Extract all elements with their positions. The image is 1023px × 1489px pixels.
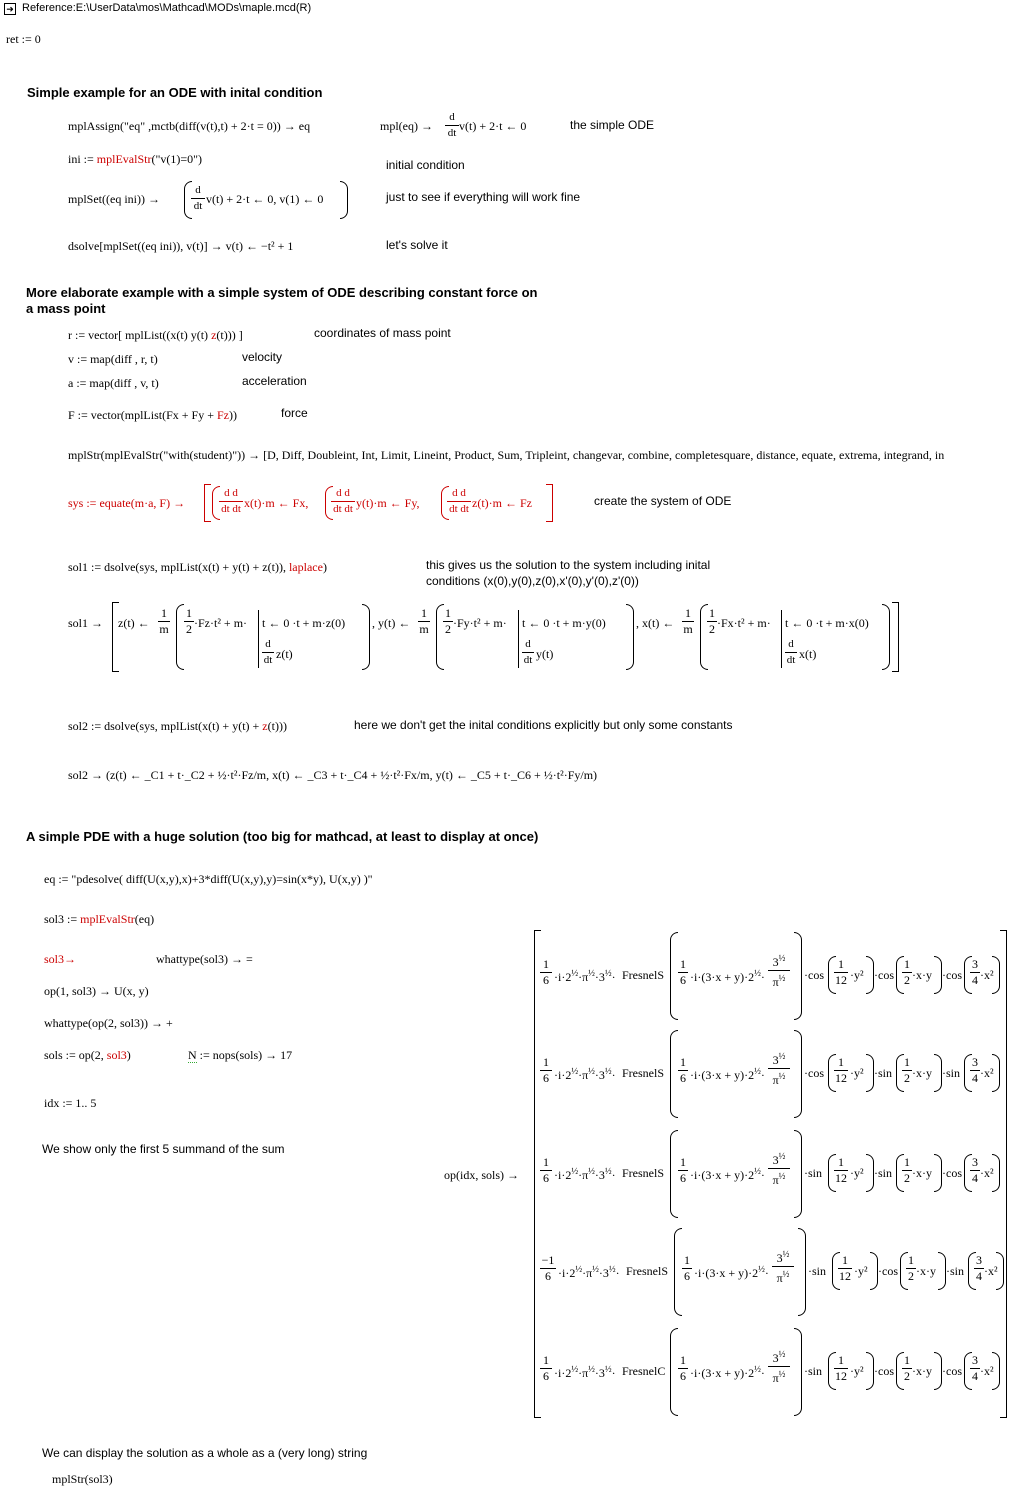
eval-bar: [518, 610, 519, 668]
y-squared: ·y²: [850, 968, 864, 982]
one-over-m: 1 m: [683, 606, 693, 636]
sqrt3-over-sqrtpi: $3^{\frac{1}{2}}$ $\pi^{\frac{1}{2}}$: [772, 1248, 794, 1285]
factor3: ·sin: [942, 1066, 961, 1080]
one-over-m: 1 m: [419, 606, 429, 636]
factor3: ·cos: [942, 1166, 962, 1180]
one-half: 1 2: [904, 957, 910, 987]
one-sixth: 1 6: [680, 1055, 686, 1085]
fresnel-arg: $\cdot i\cdot(3\cdot x + y)\cdot 2^{\frac{1}{2}}\cdot$: [690, 1166, 765, 1182]
mpl-eq-expr[interactable]: [380, 119, 433, 134]
paren-right: [934, 956, 942, 994]
dsolve-expr[interactable]: dsolve[mplSet((eq ini)), v(t)] → v(t) ← −t² + 1: [68, 239, 294, 253]
paren-right: [992, 1352, 1000, 1390]
d-dt-fraction: d dt: [263, 638, 273, 666]
reference-bar: [0, 0, 1023, 18]
paren-right: [794, 1328, 802, 1416]
x-squared: ·x²: [980, 968, 994, 982]
sol1-y-inner: ·Fy·t² + m·: [453, 616, 507, 630]
x-squared: ·x²: [980, 1066, 994, 1080]
paren-right: [934, 1154, 942, 1192]
comment-work-fine: just to see if everything will work fine: [386, 190, 581, 204]
sign-fraction: 1 6: [540, 1156, 552, 1185]
whattype2-expr[interactable]: whattype(op(2, sol3)) → +: [44, 1016, 173, 1030]
section3-heading: A simple PDE with a huge solution (too big for mathcad, at least to display at once): [26, 829, 539, 844]
one-twelfth: 1 12: [839, 1253, 851, 1283]
eval-bar: [781, 610, 782, 668]
sol1-x-cond: t ← 0 ·t + m·x(0): [785, 616, 869, 630]
factor2: ·sin: [874, 1066, 893, 1080]
one-sixth: 1 6: [680, 1353, 686, 1383]
one-over-m: 1 m: [159, 606, 169, 636]
dd-dtdt-fraction: d d dt dt: [447, 487, 471, 516]
x-squared: ·x²: [984, 1264, 998, 1278]
one-sixth: 1 6: [680, 1155, 686, 1185]
d-dt-fraction: d dt: [191, 184, 205, 213]
sol1-assignment[interactable]: [68, 560, 327, 575]
paren-right: [794, 1130, 802, 1218]
y-squared: ·y²: [850, 1364, 864, 1378]
mplstr-sol3[interactable]: mplStr(sol3): [52, 1472, 113, 1486]
fresnel-arg: $\cdot i\cdot(3\cdot x + y)\cdot 2^{\frac{1}{2}}\cdot$: [690, 1066, 765, 1082]
r-rhs: (t))) ]: [216, 328, 243, 342]
sys-term3: z(t)·m ← Fz: [472, 496, 532, 510]
F-lhs: F := vector(mplList(Fx + Fy +: [68, 408, 217, 422]
op1-expr[interactable]: op(1, sol3) → U(x, y): [44, 984, 149, 998]
sol2-assignment[interactable]: [68, 719, 287, 734]
sol1-result-label[interactable]: sol1 →: [68, 616, 104, 630]
comment-sol1-line1: this gives us the solution to the system including inital: [426, 558, 711, 572]
mplassign-expr[interactable]: mplAssign("eq" ,mctb(diff(v(t),t) + 2·t = 0)) → eq: [68, 119, 311, 133]
x-y: ·x·y: [912, 1166, 932, 1180]
op-idx-label[interactable]: op(idx, sols) →: [444, 1168, 519, 1182]
x-y: ·x·y: [912, 1364, 932, 1378]
sol2-red-z: z: [262, 719, 268, 733]
sol1-z-inner: ·Fz·t² + m·: [194, 616, 248, 630]
factor3: ·sin: [946, 1264, 965, 1278]
y-squared: ·y²: [854, 1264, 868, 1278]
fresnel-fn: FresnelS: [622, 1066, 664, 1080]
dd-dtdt-fraction: d d dt dt: [331, 487, 355, 516]
row-prefix: $\cdot i\cdot 2^{\frac{1}{2}}\cdot\pi^{\frac{1}{2}}\cdot 3^{\frac{1}{2}}\cdot$: [554, 968, 616, 984]
paren-left: [670, 932, 678, 1020]
sign-fraction: 1 6: [540, 958, 552, 987]
F-rhs: )): [228, 408, 237, 422]
idx-assignment[interactable]: idx := 1.. 5: [44, 1096, 97, 1110]
three-quarters: 3 4: [972, 1155, 978, 1185]
paren-left: [176, 604, 184, 670]
one-sixth: 1 6: [680, 957, 686, 987]
sols-assignment[interactable]: [44, 1048, 131, 1063]
section2-heading-line1: More elaborate example with a simple system of ODE describing constant force on: [26, 285, 538, 300]
one-half: 1 2: [904, 1055, 910, 1085]
paren-left: [674, 1228, 682, 1316]
y-squared: ·y²: [850, 1066, 864, 1080]
sqrt3-over-sqrtpi: $3^{\frac{1}{2}}$ $\pi^{\frac{1}{2}}$: [768, 1050, 790, 1087]
comment-acceleration: acceleration: [242, 374, 307, 388]
comment-create-system: create the system of ODE: [594, 494, 732, 508]
d-dt-fraction: d dt: [786, 638, 796, 666]
paren-right: [794, 1030, 802, 1118]
factor1: ·sin: [804, 1364, 823, 1378]
fresnel-arg: $\cdot i\cdot(3\cdot x + y)\cdot 2^{\frac{1}{2}}\cdot$: [690, 968, 765, 984]
sol3-rhs: (eq): [134, 912, 155, 926]
bracket-right: [1000, 930, 1007, 1418]
sqrt3-over-sqrtpi: $3^{\frac{1}{2}}$ $\pi^{\frac{1}{2}}$: [768, 1348, 790, 1385]
comment-lets-solve: let's solve it: [386, 238, 448, 252]
fresnel-arg: $\cdot i\cdot(3\cdot x + y)\cdot 2^{\frac{1}{2}}\cdot$: [690, 1364, 765, 1380]
factor3: ·cos: [942, 968, 962, 982]
bracket-left: [204, 484, 211, 522]
comment-sol2: here we don't get the inital conditions explicitly but only some constants: [354, 718, 733, 732]
x-squared: ·x²: [980, 1166, 994, 1180]
N-rhs: := nops(sols) → 17: [196, 1048, 293, 1062]
sols-lhs: sols := op(2,: [44, 1048, 107, 1062]
sol2-result[interactable]: sol2 → (z(t) ← _C1 + t·_C2 + ½·t²·Fz/m, x(t) ← _C3 + t·_C4 + ½·t²·Fx/m, y(t) ← _C5 + t·_C6 + ½·t²·Fy/m): [68, 768, 598, 782]
comment-force: force: [281, 406, 308, 420]
sys-term2: y(t)·m ← Fy,: [356, 496, 420, 510]
sol1-z-deriv: z(t): [276, 647, 293, 661]
sys-term1: x(t)·m ← Fx,: [244, 496, 309, 510]
comment-simple-ode: the simple ODE: [570, 118, 655, 132]
one-half: 1 2: [709, 606, 715, 636]
x-squared: ·x²: [980, 1364, 994, 1378]
paren-right: [996, 1252, 1004, 1290]
r-red-z: z: [211, 328, 217, 342]
paren-right: [794, 932, 802, 1020]
sqrt3-over-sqrtpi: $3^{\frac{1}{2}}$ $\pi^{\frac{1}{2}}$: [768, 952, 790, 989]
factor1: ·cos: [804, 968, 824, 982]
N-variable: N: [188, 1048, 197, 1062]
factor3: ·cos: [942, 1364, 962, 1378]
d-dt-fraction: d dt: [523, 638, 533, 666]
ini-lhs: ini :=: [68, 152, 97, 166]
factor2: ·cos: [878, 1264, 898, 1278]
sol1-x-deriv: x(t): [799, 647, 817, 661]
F-assignment[interactable]: [68, 408, 237, 423]
mpl-eq-result: v(t) + 2·t ← 0: [459, 119, 527, 133]
fresnel-fn: FresnelC: [622, 1364, 666, 1378]
paren-right: [938, 1252, 946, 1290]
arrow-right-icon[interactable]: ➜: [4, 3, 16, 15]
mplset-expr[interactable]: mplSet((eq ini)) →: [68, 192, 160, 206]
x-y: ·x·y: [912, 1066, 932, 1080]
sols-red-sol3: sol3: [106, 1048, 127, 1062]
paren-right: [882, 604, 890, 670]
paren-right: [626, 604, 634, 670]
factor1: ·sin: [808, 1264, 827, 1278]
sol1-y-lhs: , y(t) ←: [372, 616, 411, 630]
sol3-eval[interactable]: sol3→: [44, 952, 77, 966]
y-squared: ·y²: [850, 1166, 864, 1180]
d-dt-fraction: d dt: [445, 111, 459, 140]
ini-assignment[interactable]: [68, 152, 202, 167]
paren-right: [934, 1352, 942, 1390]
sol2-lhs: sol2 := dsolve(sys, mplList(x(t) + y(t) +: [68, 719, 263, 733]
three-quarters: 3 4: [972, 1055, 978, 1085]
x-y: ·x·y: [912, 968, 932, 982]
sol1-z-cond: t ← 0 ·t + m·z(0): [262, 616, 346, 630]
one-half: 1 2: [904, 1353, 910, 1383]
one-twelfth: 1 12: [835, 1353, 847, 1383]
paren-right: [866, 1154, 874, 1192]
one-half: 1 2: [904, 1155, 910, 1185]
sol3-assignment[interactable]: [44, 912, 154, 927]
sign-fraction: 1 6: [540, 1056, 552, 1085]
comment-velocity: velocity: [242, 350, 283, 364]
one-sixth: 1 6: [684, 1253, 690, 1283]
three-quarters: 3 4: [976, 1253, 982, 1283]
paren-right: [362, 604, 370, 670]
sol1-x-lhs: , x(t) ←: [636, 616, 675, 630]
comment-initial-condition: initial condition: [386, 158, 465, 172]
sols-rhs: ): [126, 1048, 131, 1062]
whole-string-text: We can display the solution as a whole as a (very long) string: [42, 1446, 368, 1460]
paren-right: [866, 1352, 874, 1390]
comment-coordinates: coordinates of mass point: [314, 326, 451, 340]
paren-right: [992, 1154, 1000, 1192]
whattype-expr[interactable]: whattype(sol3) → =: [156, 952, 253, 966]
one-half: 1 2: [445, 606, 451, 636]
N-assignment[interactable]: [188, 1048, 292, 1063]
paren-right: [340, 181, 348, 219]
ret-assignment[interactable]: ret := 0: [6, 32, 41, 46]
one-twelfth: 1 12: [835, 957, 847, 987]
laplace-keyword: laplace: [288, 560, 323, 574]
paren-left: [670, 1030, 678, 1118]
show-first-5-text: We show only the first 5 summand of the sum: [42, 1142, 285, 1156]
paren-left: [670, 1328, 678, 1416]
one-twelfth: 1 12: [835, 1055, 847, 1085]
factor1: ·sin: [804, 1166, 823, 1180]
sol1-x-inner: ·Fx·t² + m·: [717, 616, 771, 630]
factor2: ·sin: [874, 1166, 893, 1180]
mplevalstr-fn: mplEvalStr: [96, 152, 152, 166]
fresnel-fn: FresnelS: [622, 968, 664, 982]
three-quarters: 3 4: [972, 1353, 978, 1383]
comment-sol1-line2: conditions (x(0),y(0),z(0),x'(0),y'(0),z'(0)): [426, 574, 639, 588]
one-half: 1 2: [908, 1253, 914, 1283]
sol1-y-deriv: y(t): [536, 647, 554, 661]
paren-left: [670, 1130, 678, 1218]
sol1-y-cond: t ← 0 ·t + m·y(0): [522, 616, 606, 630]
student-expr[interactable]: mplStr(mplEvalStr("with(student)")) → [D, Diff, Doubleint, Int, Limit, Lineint, Product, Sum, Tripleint, changevar, combine, completesquare, distance, equate, extrema, integrand, in: [68, 448, 945, 462]
dd-dtdt-fraction: d d dt dt: [219, 487, 243, 516]
fresnel-arg: $\cdot i\cdot(3\cdot x + y)\cdot 2^{\frac{1}{2}}\cdot$: [694, 1264, 769, 1280]
paren-right: [992, 956, 1000, 994]
r-lhs: r := vector[ mplList((x(t) y(t): [68, 328, 212, 342]
sign-fraction: 1 6: [540, 1354, 552, 1383]
one-half: 1 2: [186, 606, 192, 636]
sign-fraction: −1 6: [541, 1253, 555, 1283]
paren-right: [798, 1228, 806, 1316]
bracket-right: [892, 602, 899, 672]
row-prefix: $\cdot i\cdot 2^{\frac{1}{2}}\cdot\pi^{\frac{1}{2}}\cdot 3^{\frac{1}{2}}\cdot$: [554, 1364, 616, 1380]
mplset-result: v(t) + 2·t ← 0, v(1) ← 0: [206, 192, 324, 206]
three-quarters: 3 4: [972, 957, 978, 987]
sol1-z-lhs: z(t) ←: [118, 616, 150, 630]
sol1-rhs: ): [322, 560, 327, 574]
ini-arg: ("v(1)=0"): [151, 152, 203, 166]
v-assignment[interactable]: v := map(diff , r, t): [68, 352, 158, 366]
a-assignment[interactable]: a := map(diff , v, t): [68, 376, 159, 390]
mpl-eq-label: mpl(eq) →: [380, 119, 433, 133]
fresnel-fn: FresnelS: [622, 1166, 664, 1180]
paren-right: [866, 956, 874, 994]
row-prefix: $\cdot i\cdot 2^{\frac{1}{2}}\cdot\pi^{\frac{1}{2}}\cdot 3^{\frac{1}{2}}\cdot$: [558, 1264, 620, 1280]
sol2-rhs: (t))): [267, 719, 287, 733]
eq-string-assignment[interactable]: eq := "pdesolve( diff(U(x,y),x)+3*diff(U(x,y),y)=sin(x*y), U(x,y) )": [44, 872, 373, 886]
sqrt3-over-sqrtpi: $3^{\frac{1}{2}}$ $\pi^{\frac{1}{2}}$: [768, 1150, 790, 1187]
factor2: ·cos: [874, 968, 894, 982]
reference-path: Reference:E:\UserData\mos\Mathcad\MODs\maple.mcd(R): [22, 2, 312, 14]
paren-right: [934, 1054, 942, 1092]
sol3-lhs: sol3 :=: [44, 912, 81, 926]
sol1-lhs: sol1 := dsolve(sys, mplList(x(t) + y(t) + z(t)),: [68, 560, 289, 574]
paren-right: [870, 1252, 878, 1290]
factor1: ·cos: [804, 1066, 824, 1080]
mplevalstr-fn: mplEvalStr: [80, 912, 135, 926]
F-red-fz: Fz: [216, 408, 229, 422]
row-prefix: $\cdot i\cdot 2^{\frac{1}{2}}\cdot\pi^{\frac{1}{2}}\cdot 3^{\frac{1}{2}}\cdot$: [554, 1166, 616, 1182]
sys-expr[interactable]: sys := equate(m·a, F) →: [68, 496, 186, 510]
x-y: ·x·y: [916, 1264, 936, 1278]
row-prefix: $\cdot i\cdot 2^{\frac{1}{2}}\cdot\pi^{\frac{1}{2}}\cdot 3^{\frac{1}{2}}\cdot$: [554, 1066, 616, 1082]
bracket-left: [112, 602, 119, 672]
r-assignment[interactable]: [68, 328, 243, 343]
paren-right: [866, 1054, 874, 1092]
section1-heading: Simple example for an ODE with inital condition: [27, 85, 323, 100]
section2-heading-line2: a mass point: [26, 301, 106, 316]
paren-right: [992, 1054, 1000, 1092]
one-twelfth: 1 12: [835, 1155, 847, 1185]
bracket-right: [546, 484, 553, 522]
factor2: ·cos: [874, 1364, 894, 1378]
fresnel-fn: FresnelS: [626, 1264, 668, 1278]
eval-bar: [258, 610, 259, 668]
